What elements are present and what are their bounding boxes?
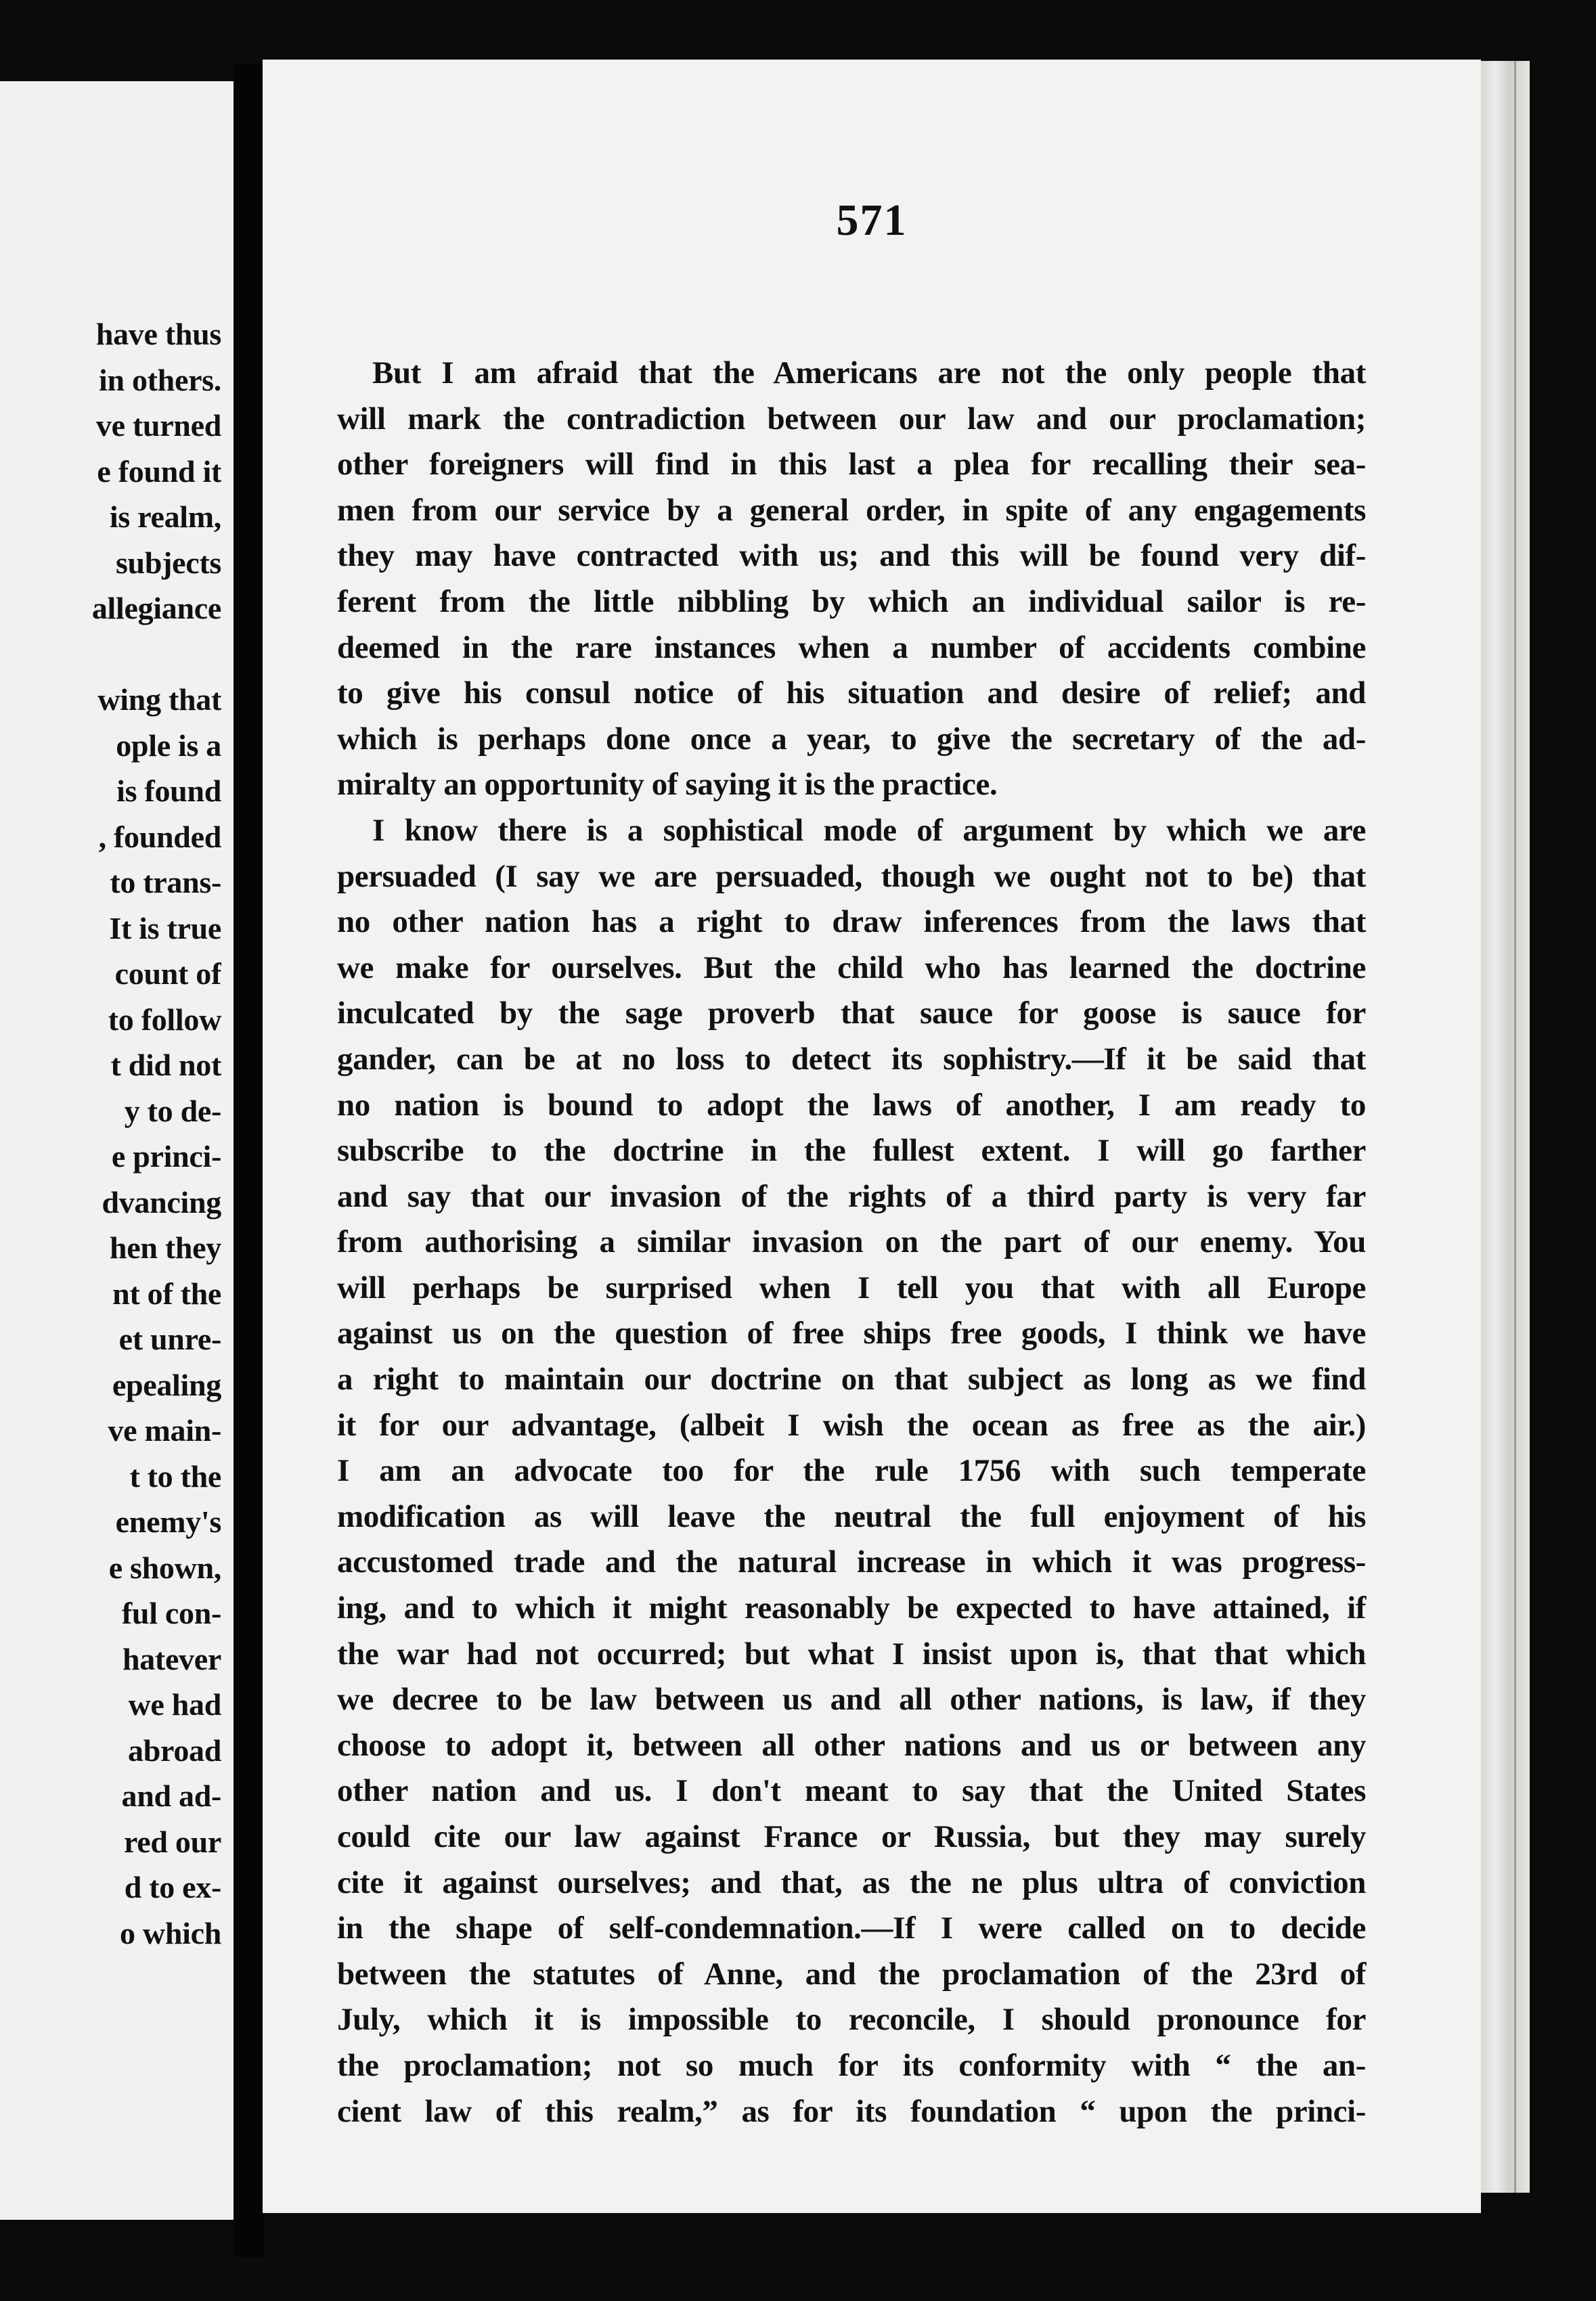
left-page-line: in others. [98, 362, 221, 397]
left-page-text [0, 311, 221, 1956]
text-line: choose to adopt it, between all other nations and us or between any [337, 1727, 1366, 1763]
left-page-line: , founded [98, 819, 221, 854]
text-line: other foreigners will find in this last a plea for recalling their sea- [337, 447, 1366, 483]
text-line: modification as will leave the neutral the full enjoyment of his [337, 1498, 1366, 1534]
left-page-line: enemy's [115, 1504, 221, 1539]
left-page-line: dvancing [102, 1184, 221, 1220]
text-line: cient law of this realm,” as for its foundation “ upon the princi- [337, 2093, 1366, 2129]
text-line: which is perhaps done once a year, to give the secretary of the ad- [337, 721, 1366, 757]
text-line: and say that our invasion of the rights of a third party is very far [337, 1178, 1366, 1214]
left-page-line: o which [120, 1915, 221, 1950]
text-line: we make for ourselves. But the child who has learned the doctrine [337, 950, 1366, 985]
left-page-line: et unre- [118, 1322, 221, 1356]
left-page-line: red our [124, 1824, 221, 1859]
text-line: ing, and to which it might reasonably be expected to have attained, if [337, 1590, 1366, 1626]
left-page-line: count of [114, 956, 221, 991]
left-page-line: is found [116, 774, 221, 808]
left-page-line: ve turned [95, 408, 221, 443]
text-line: other nation and us. I don't meant to say that the United States [337, 1773, 1366, 1809]
text-line: no other nation has a right to draw inferences from the laws that [337, 904, 1366, 940]
page-edge [1481, 61, 1530, 2193]
text-line: gander, can be at no loss to detect its sophistry.—If it be said that [337, 1041, 1366, 1077]
text-line: July, which it is impossible to reconcile, I should pronounce for [337, 2002, 1366, 2038]
text-line: men from our service by a general order, in spite of any engagements [337, 492, 1366, 528]
left-page-line [0, 631, 221, 677]
text-line: cite it against ourselves; and that, as the ne plus ultra of conviction [337, 1864, 1366, 1900]
left-page-line: ful con- [121, 1596, 221, 1630]
text-line: I know there is a sophistical mode of argument by which we are [372, 812, 1366, 848]
text-line: from authorising a similar invasion on the part of our enemy. You [337, 1224, 1366, 1260]
left-page-line: d to ex- [124, 1870, 221, 1904]
text-line: against us on the question of free ships free goods, I think we have [337, 1316, 1366, 1351]
book-gutter [234, 64, 264, 2257]
left-page-line: ople is a [116, 728, 221, 763]
page-number: 571 [836, 196, 908, 245]
left-page-line: to trans- [110, 865, 221, 899]
left-page-line: wing that [97, 682, 221, 717]
left-page-line: It is true [109, 910, 221, 945]
text-line: inculcated by the sage proverb that sauce for goose is sauce for [337, 996, 1366, 1031]
left-page-line: hen they [109, 1230, 221, 1265]
text-line: could cite our law against France or Russia, but they may surely [337, 1819, 1366, 1854]
left-page-line: e found it [97, 453, 221, 489]
page-body-text [337, 351, 1366, 2135]
left-page-line: have thus [95, 317, 221, 351]
left-page-line: we had [128, 1687, 221, 1722]
left-page-line: nt of the [112, 1276, 221, 1311]
left-page-line: t to the [129, 1458, 221, 1494]
left-page-line: abroad [128, 1733, 221, 1768]
text-line: a right to maintain our doctrine on that subject as long as we find [337, 1362, 1366, 1398]
left-page-line: e shown, [108, 1550, 221, 1585]
text-line: But I am afraid that the Americans are not the only people that [372, 355, 1366, 390]
text-line: will perhaps be surprised when I tell you that with all Europe [337, 1270, 1366, 1305]
text-line: deemed in the rare instances when a number of accidents combine [337, 629, 1366, 665]
text-line: will mark the contradiction between our law and our proclamation; [337, 401, 1366, 437]
left-page-line: epealing [112, 1367, 221, 1402]
left-page-line: ve main- [108, 1413, 221, 1448]
left-page-line: is realm, [109, 499, 221, 534]
left-facing-page [0, 81, 234, 2220]
text-line: subscribe to the doctrine in the fullest extent. I will go farther [337, 1133, 1366, 1169]
left-page-line: and ad- [121, 1779, 221, 1813]
text-line: in the shape of self-condemnation.—If I were called on to decide [337, 1911, 1366, 1946]
text-line: ferent from the little nibbling by which an individual sailor is re- [337, 583, 1366, 619]
left-page-line: subjects [115, 545, 221, 580]
text-line: they may have contracted with us; and this will be found very dif- [337, 538, 1366, 574]
text-line: the proclamation; not so much for its conformity with “ the an- [337, 2047, 1366, 2083]
text-line: persuaded (I say we are persuaded, though we ought not to be) that [337, 858, 1366, 894]
text-line: miralty an opportunity of saying it is the practice. [337, 767, 998, 803]
text-line: to give his consul notice of his situation and desire of relief; and [337, 675, 1366, 711]
text-line: the war had not occurred; but what I insist upon is, that that which [337, 1636, 1366, 1672]
left-page-line: hatever [122, 1641, 221, 1676]
text-line: accustomed trade and the natural increase in which it was progress- [337, 1544, 1366, 1580]
text-line: I am an advocate too for the rule 1756 with such temperate [337, 1453, 1366, 1489]
left-page-line: e princi- [111, 1139, 221, 1174]
left-page-line: t did not [110, 1048, 221, 1082]
text-line: between the statutes of Anne, and the proclamation of the 23rd of [337, 1956, 1366, 1992]
text-line: we decree to be law between us and all other nations, is law, if they [337, 1682, 1366, 1718]
text-line: it for our advantage, (albeit I wish the ocean as free as the air.) [337, 1407, 1366, 1443]
left-page-line: allegiance [91, 591, 221, 625]
main-page [263, 60, 1481, 2213]
text-line: no nation is bound to adopt the laws of another, I am ready to [337, 1087, 1366, 1123]
left-page-line: to follow [108, 1002, 221, 1037]
left-page-line: y to de- [124, 1093, 221, 1128]
